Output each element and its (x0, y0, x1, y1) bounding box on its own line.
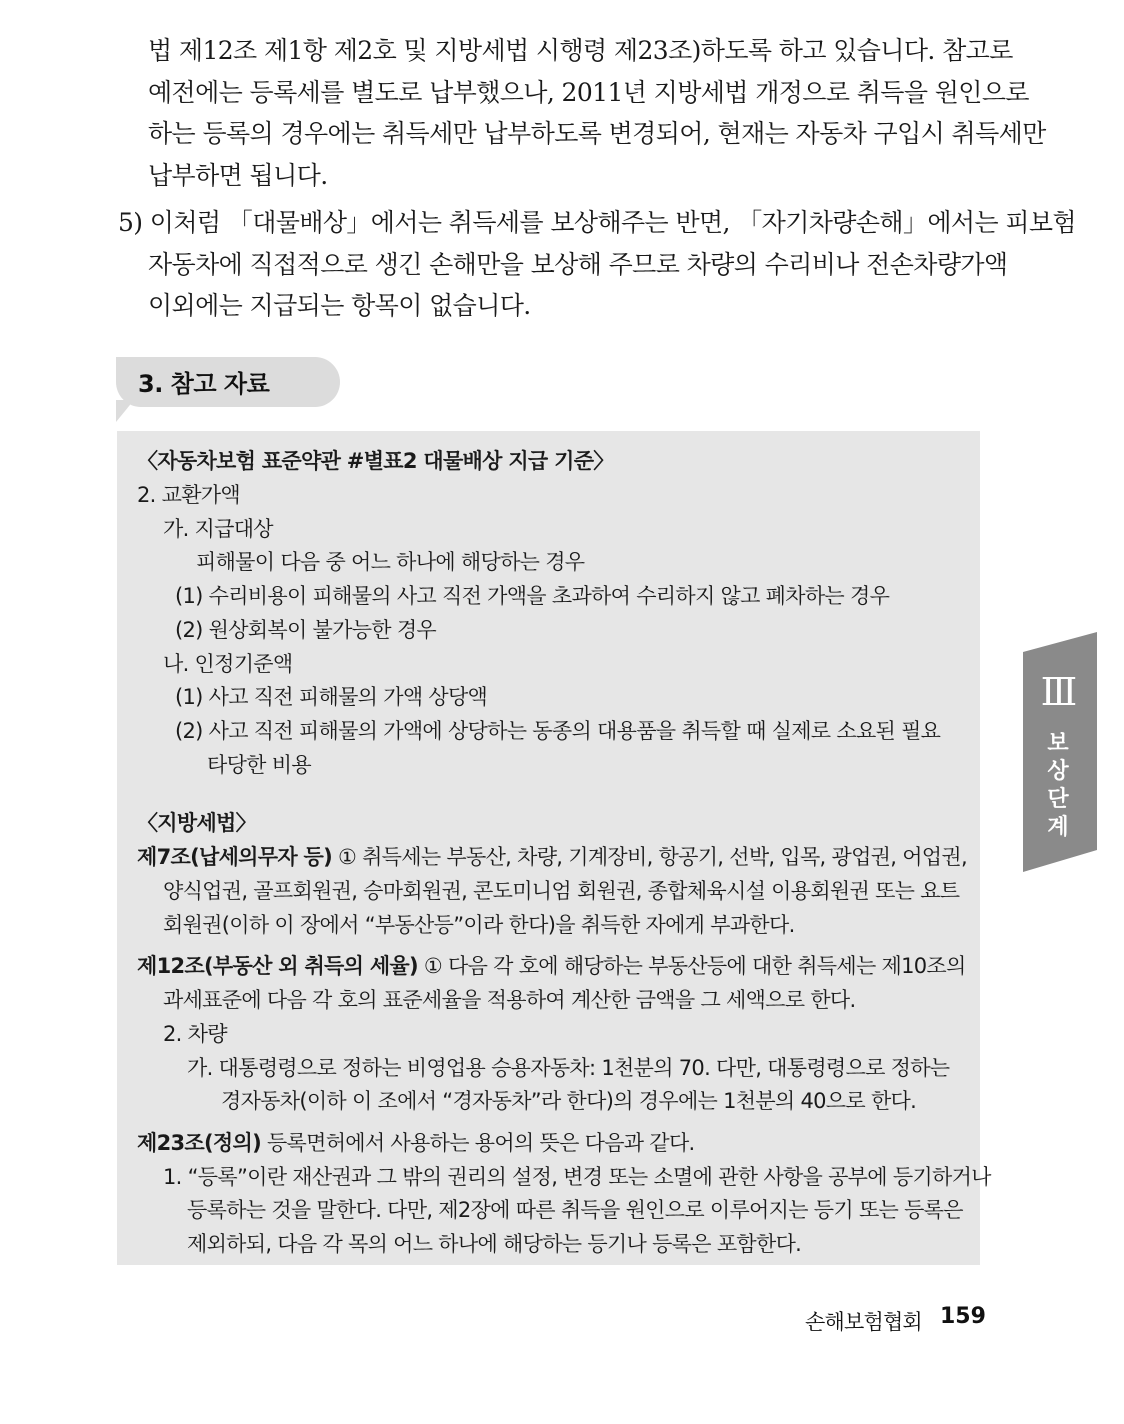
body-line: 자동차에 직접적으로 생긴 손해만을 보상해 주므로 차량의 수리비나 전손차량가액 (148, 249, 1008, 279)
body-line: 예전에는 등록세를 별도로 납부했으나, 2011년 지방세법 개정으로 취득을 원인으로 (148, 77, 1029, 107)
body-line: 납부하면 됩니다. (148, 160, 328, 190)
reference-line: 피해물이 다음 중 어느 하나에 해당하는 경우 (196, 550, 585, 574)
article-23-heading: 제23조(정의) (137, 1131, 261, 1155)
reference-line: 2. 차량 (163, 1022, 227, 1046)
page-number: 159 (940, 1304, 986, 1329)
body-line: 법 제12조 제1항 제2호 및 지방세법 시행령 제23조)하도록 하고 있습니다. 참고로 (148, 36, 1013, 65)
article-7-text: ① 취득세는 부동산, 차량, 기계장비, 항공기, 선박, 입목, 광업권, 어업권, (332, 845, 967, 869)
reference-line: (2) 사고 직전 피해물의 가액에 상당하는 동종의 대용품을 취득할 때 실제로 소요된 필요 (175, 719, 941, 743)
article-7-line (137, 841, 967, 871)
article-12-line (137, 950, 966, 980)
chapter-label-char: 보 (1047, 731, 1069, 756)
body-line: 5) 이처럼 「대물배상」에서는 취득세를 보상해주는 반면, 「자기차량손해」에서는 피보험 (118, 208, 1076, 237)
reference-line: 가. 대통령령으로 정하는 비영업용 승용자동차: 1천분의 70. 다만, 대통령령으로 정하는 (187, 1056, 950, 1080)
chapter-side-tab (1023, 632, 1099, 872)
reference-line: 가. 지급대상 (163, 517, 273, 541)
reference-line: 양식업권, 골프회원권, 승마회원권, 콘도미니엄 회원권, 종합체육시설 이용회원권 또는 요트 (163, 879, 960, 903)
article-7-heading: 제7조(납세의무자 등) (137, 845, 333, 869)
reference-line: 타당한 비용 (207, 753, 311, 777)
reference-box (117, 431, 991, 1265)
reference-title-2: 〈지방세법〉 (137, 811, 256, 835)
body-line: 하는 등록의 경우에는 취득세만 납부하도록 변경되어, 현재는 자동차 구입시 취득세만 (148, 119, 1046, 148)
reference-line: 나. 인정기준액 (163, 652, 293, 676)
reference-line: 2. 교환가액 (137, 483, 240, 507)
chapter-label-char: 상 (1047, 759, 1069, 784)
section-heading-tail (116, 400, 134, 422)
article-23-text: 등록면허에서 사용하는 용어의 뜻은 다음과 같다. (260, 1131, 695, 1155)
section-heading: 3. 참고 자료 (138, 370, 270, 398)
chapter-label-char: 계 (1047, 815, 1069, 840)
article-12-heading: 제12조(부동산 외 취득의 세율) (137, 954, 418, 978)
reference-line: 1. “등록”이란 재산권과 그 밖의 권리의 설정, 변경 또는 소멸에 관한 사항을 공부에 등기하거나 (163, 1165, 991, 1189)
reference-line: (2) 원상회복이 불가능한 경우 (175, 618, 437, 642)
reference-line: 과세표준에 다음 각 호의 표준세율을 적용하여 계산한 금액을 그 세액으로 한다. (163, 988, 856, 1012)
body-paragraph-1 (118, 30, 1046, 196)
reference-line: 등록하는 것을 말한다. 다만, 제2장에 따른 취득을 원인으로 이루어지는 등기 또는 등록은 (187, 1198, 963, 1222)
footer-organization: 손해보험협회 (805, 1310, 922, 1334)
article-12-text: ① 다음 각 호에 해당하는 부동산등에 대한 취득세는 제10조의 (417, 954, 966, 978)
reference-line: 경자동차(이하 이 조에서 “경자동차”라 한다)의 경우에는 1천분의 40으로 한다. (221, 1089, 917, 1113)
reference-line: (1) 수리비용이 피해물의 사고 직전 가액을 초과하여 수리하지 않고 폐차하는 경우 (175, 584, 890, 608)
chapter-label-char: 단 (1047, 787, 1069, 812)
body-line: 이외에는 지급되는 항목이 없습니다. (148, 291, 531, 320)
body-paragraph-2 (118, 202, 1076, 327)
reference-line: (1) 사고 직전 피해물의 가액 상당액 (175, 685, 488, 709)
chapter-numeral: Ⅲ (1040, 670, 1076, 714)
reference-line: 제외하되, 다음 각 목의 어느 하나에 해당하는 등기나 등록은 포함한다. (187, 1232, 802, 1256)
article-23-line (137, 1127, 695, 1157)
reference-line: 회원권(이하 이 장에서 “부동산등”이라 한다)을 취득한 자에게 부과한다. (163, 913, 795, 937)
reference-title-1: 〈자동차보험 표준약관 #별표2 대물배상 지급 기준〉 (137, 449, 614, 473)
